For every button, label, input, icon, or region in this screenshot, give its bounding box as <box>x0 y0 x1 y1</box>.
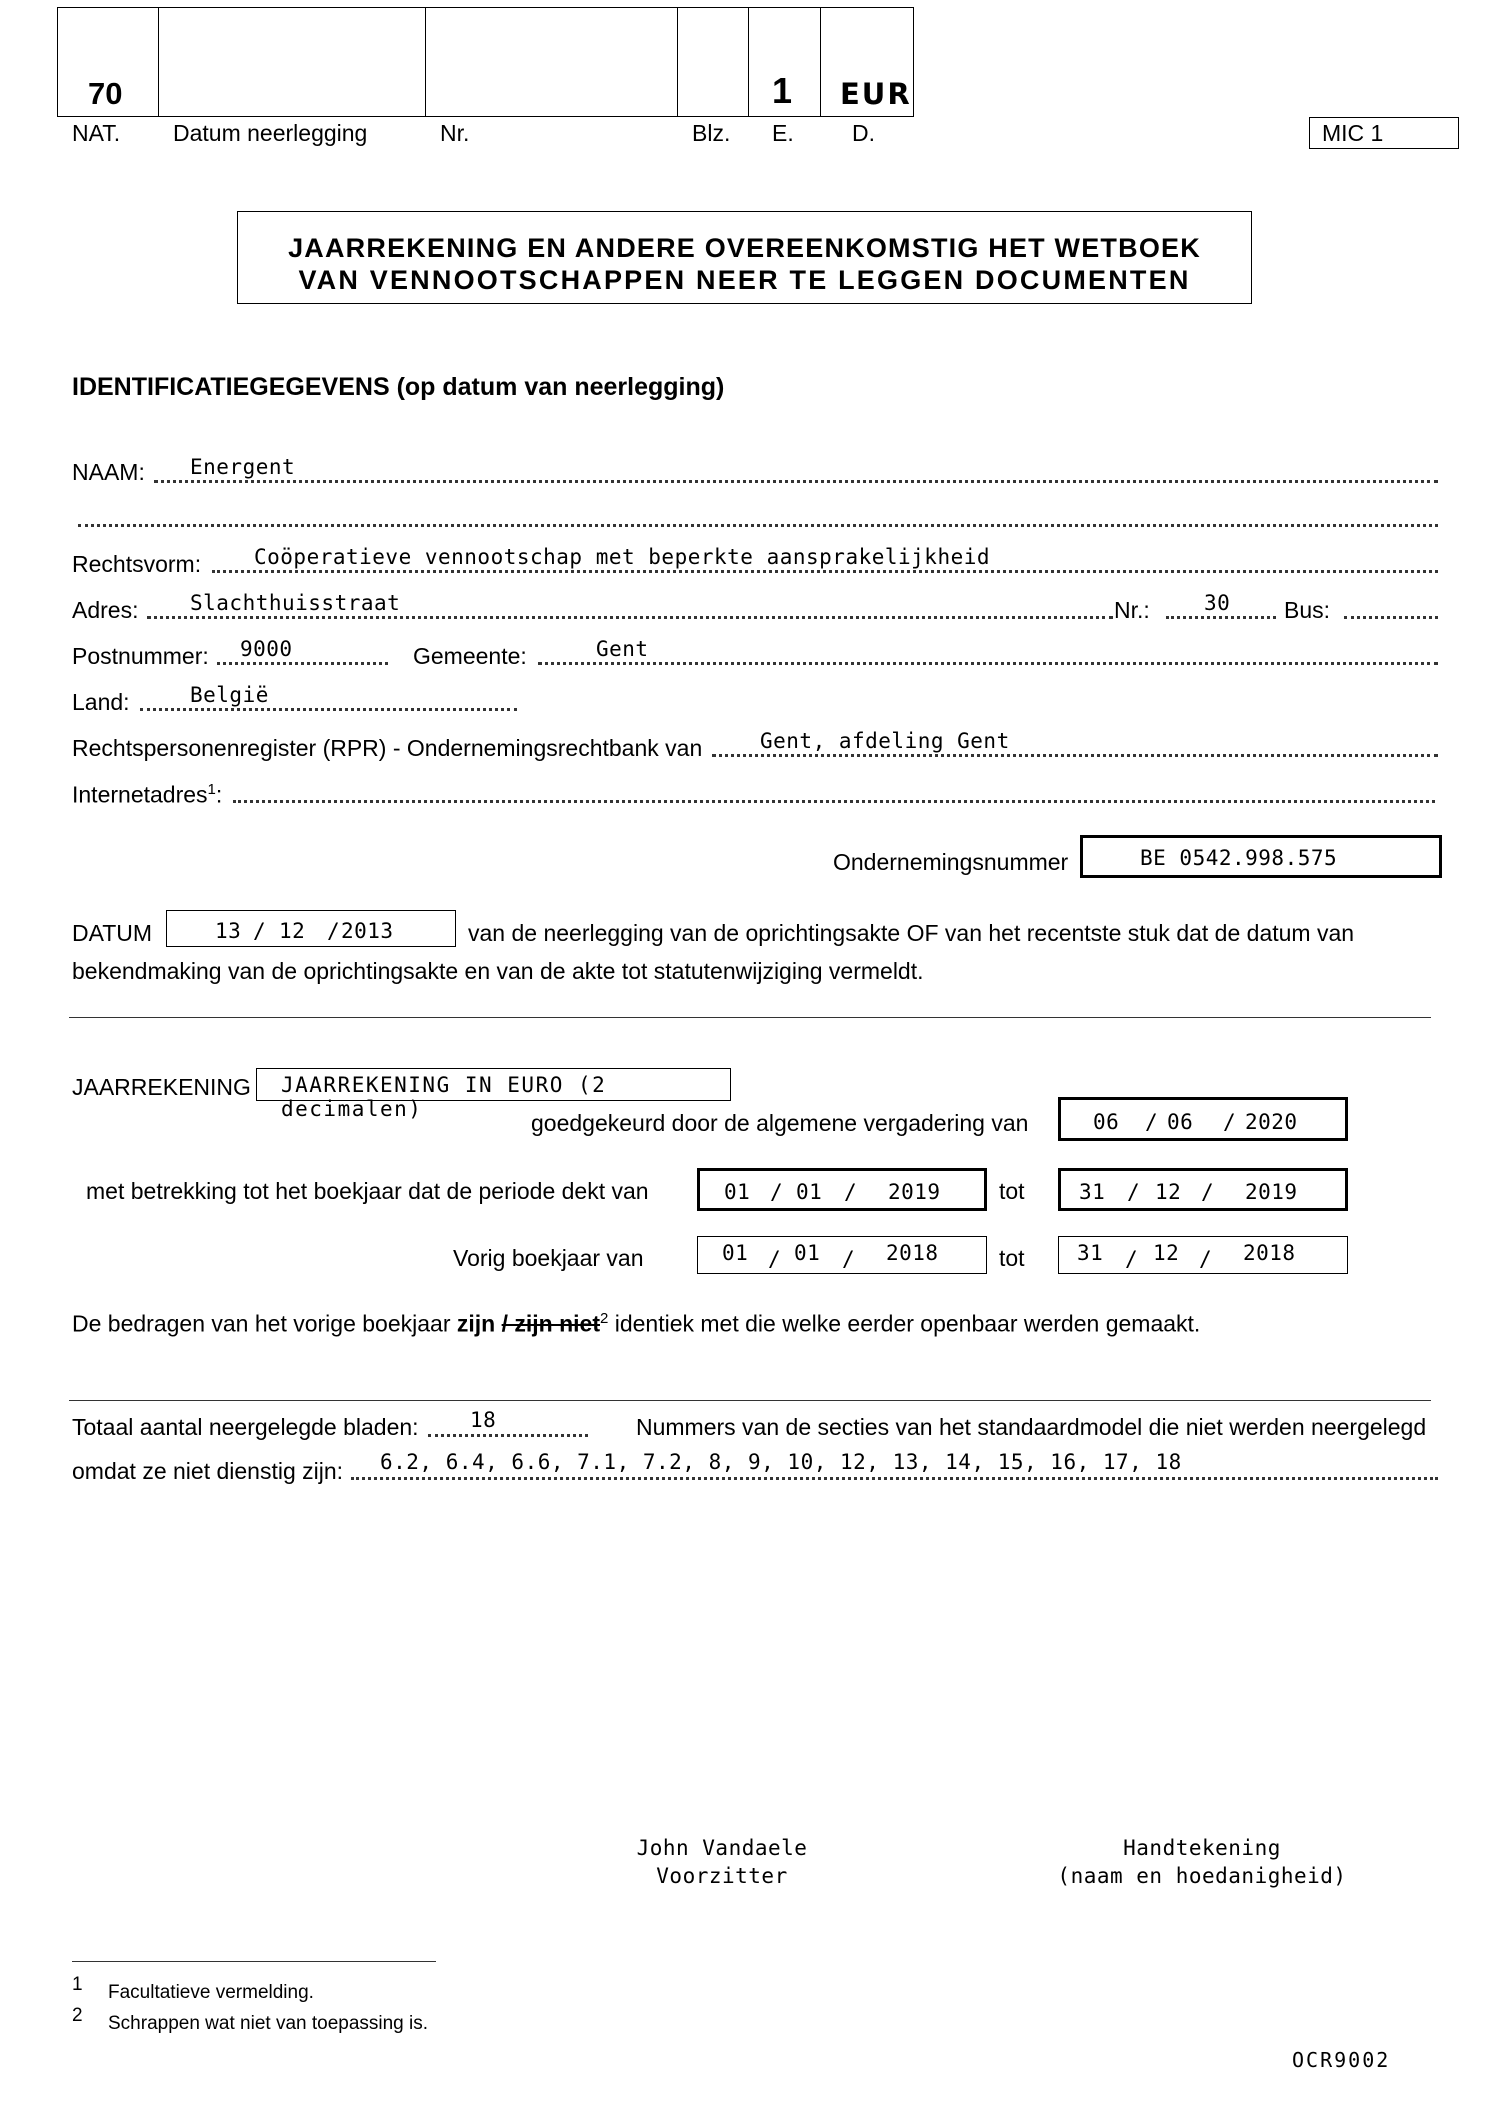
datum-description-line-2: bekendmaking van de oprichtingsakte en van de akte tot statutenwijziging vermeldt. <box>72 958 924 984</box>
section-divider-2 <box>69 1400 1431 1401</box>
period-from-day: 01 <box>724 1180 751 1204</box>
period-to-month: 12 <box>1155 1180 1182 1204</box>
d-value: EUR <box>840 77 912 111</box>
total-sheets-value: 18 <box>470 1408 497 1432</box>
nr-field-label: Nr.: <box>1114 597 1150 623</box>
naam-label: NAAM: <box>72 459 145 485</box>
prev-label: Vorig boekjaar van <box>453 1245 644 1271</box>
be-value: 1 <box>772 70 793 111</box>
jaarrekening-label: JAARREKENING <box>72 1074 251 1100</box>
jaarrekening-type-box <box>256 1068 731 1121</box>
not-filed-label: Nummers van de secties van het standaardmodel die niet werden neergelegd <box>636 1414 1427 1440</box>
ondernemingsnummer-value: BE 0542.998.575 <box>1140 846 1338 870</box>
approved-day: 06 <box>1093 1110 1120 1134</box>
form-code: OCR9002 <box>1292 2048 1391 2072</box>
model-box <box>1309 117 1459 149</box>
datum-day: 13 <box>215 919 242 943</box>
identification-heading: IDENTIFICATIEGEGEVENS (op datum van neerlegging) <box>72 373 725 401</box>
footnote-2-text: Schrappen wat niet van toepassing is. <box>108 2013 429 2034</box>
jaarrekening-type: JAARREKENING IN EURO (2 decimalen) <box>281 1073 607 1121</box>
not-filed-sections: 6.2, 6.4, 6.6, 7.1, 7.2, 8, 9, 10, 12, 13, 14, 15, 16, 17, 18 <box>380 1450 1182 1474</box>
footnote-ref-2: 2 <box>600 1310 609 1327</box>
approved-month: 06 <box>1167 1110 1194 1134</box>
adres-value: Slachthuisstraat <box>190 591 401 615</box>
prev-to-box: 31 / 12 / 2018 <box>1058 1236 1348 1274</box>
period-from-year: 2019 <box>888 1180 941 1204</box>
prev-from-box: 01 / 01 / 2018 <box>697 1236 987 1274</box>
prev-from-month: 01 <box>794 1241 821 1265</box>
ondernemingsnummer-label: Ondernemingsnummer <box>833 849 1069 875</box>
period-from-month: 01 <box>796 1180 823 1204</box>
reason-label: omdat ze niet dienstig zijn: <box>72 1458 344 1484</box>
rechtsvorm-label: Rechtsvorm: <box>72 551 202 577</box>
adres-label: Adres: <box>72 597 139 623</box>
postnummer-label: Postnummer: <box>72 643 209 669</box>
nat-value: 70 <box>88 76 123 111</box>
approved-label: goedgekeurd door de algemene vergadering van <box>531 1110 1029 1136</box>
period-label: met betrekking tot het boekjaar dat de periode dekt van <box>86 1178 649 1204</box>
e-label: E. <box>772 120 794 146</box>
prev-tot-label: tot <box>999 1245 1025 1271</box>
datum-month: 12 <box>279 919 306 943</box>
total-sheets-label: Totaal aantal neergelegde bladen: <box>72 1414 419 1440</box>
blz-cell <box>677 7 749 117</box>
nr-cell <box>425 7 678 117</box>
datum-year: 2013 <box>341 919 394 943</box>
datum-neerlegging-cell <box>158 7 426 117</box>
prev-to-year: 2018 <box>1243 1241 1296 1265</box>
section-divider <box>69 1017 1431 1018</box>
datum-neerlegging-label: Datum neerlegging <box>173 120 368 146</box>
signatory-name: John Vandaele <box>636 1836 808 1860</box>
signature-sublabel: (naam en hoedanigheid) <box>1057 1864 1347 1888</box>
footnote-rule <box>72 1961 436 1962</box>
rpr-value: Gent, afdeling Gent <box>760 729 1010 753</box>
model-code: MIC 1 <box>1322 120 1384 146</box>
prev-from-day: 01 <box>722 1241 749 1265</box>
signatory-role: Voorzitter <box>656 1864 788 1888</box>
approved-year: 2020 <box>1245 1110 1298 1134</box>
approved-date-box: 06 / 06 / 2020 <box>1058 1097 1348 1141</box>
bus-label: Bus: <box>1284 597 1331 623</box>
nat-label: NAT. <box>72 120 121 146</box>
footnote-2-number: 2 <box>72 2005 83 2026</box>
postnummer-value: 9000 <box>240 637 293 661</box>
nr-value: 30 <box>1204 591 1231 615</box>
footnote-1-number: 1 <box>72 1974 83 1995</box>
internet-label: Internetadres$^1$: <box>72 781 223 808</box>
blz-label: Blz. <box>692 120 731 146</box>
document-title-line-2: VAN VENNOOTSCHAPPEN NEER TE LEGGEN DOCUMENTEN <box>298 265 1191 295</box>
title-box <box>237 211 1252 304</box>
footnote-1-text: Facultatieve vermelding. <box>108 1982 314 2003</box>
nr-label: Nr. <box>440 120 470 146</box>
identical-struck-choice: / zijn niet <box>501 1310 600 1337</box>
datum-description-line-1: van de neerlegging van de oprichtingsakte OF van het recentste stuk dat de datum van <box>468 920 1355 946</box>
prev-to-month: 12 <box>1153 1241 1180 1265</box>
ondernemingsnummer-box <box>1080 835 1442 878</box>
footnote-ref-1: 1 <box>207 781 216 798</box>
prev-to-day: 31 <box>1077 1241 1104 1265</box>
d-label: D. <box>852 120 875 146</box>
document-title-line-1: JAARREKENING EN ANDERE OVEREENKOMSTIG HET WETBOEK <box>288 233 1201 263</box>
gemeente-value: Gent <box>596 637 649 661</box>
period-to-box: 31 / 12 / 2019 <box>1058 1168 1348 1211</box>
prev-from-year: 2018 <box>886 1241 939 1265</box>
period-tot-label: tot <box>999 1178 1025 1204</box>
rpr-label: Rechtspersonenregister (RPR) - Ondernemingsrechtbank van <box>72 735 703 761</box>
datum-label: DATUM <box>72 920 153 946</box>
period-to-year: 2019 <box>1245 1180 1298 1204</box>
naam-value: Energent <box>190 455 296 479</box>
gemeente-label: Gemeente: <box>413 643 527 669</box>
identical-choice: zijn <box>456 1310 496 1337</box>
identical-statement: De bedragen van het vorige boekjaar zijn / zijn niet$^2$ identiek met die welke eerder openbaar werden gemaakt. <box>72 1310 1201 1337</box>
period-from-box: 01 / 01 / 2019 <box>697 1168 987 1211</box>
datum-box: 13 / 12 / 2013 <box>166 910 456 947</box>
land-label: Land: <box>72 689 130 715</box>
land-value: België <box>190 683 269 707</box>
period-to-day: 31 <box>1079 1180 1106 1204</box>
rechtsvorm-value: Coöperatieve vennootschap met beperkte aansprakelijkheid <box>254 545 991 569</box>
signature-label: Handtekening <box>1123 1836 1281 1860</box>
